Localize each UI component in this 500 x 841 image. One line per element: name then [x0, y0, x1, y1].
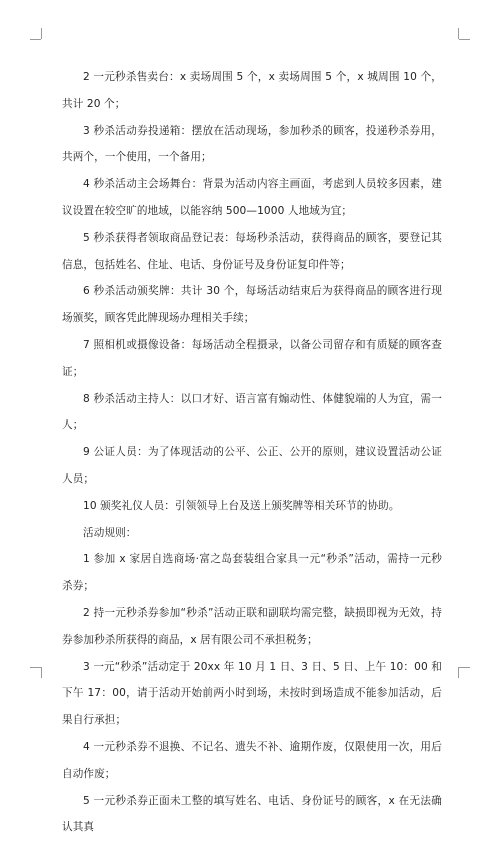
- crop-mark-bottom-left-horizontal: [30, 667, 41, 668]
- document-body: [62, 64, 442, 841]
- paragraph-ticket-drop-box: 3 秒杀活动券投递箱：摆放在活动现场，参加秒杀的顾客，投递秒杀券用，共两个，一个使用，一个备用；: [62, 124, 442, 164]
- section-heading-rules: 活动规则：: [83, 526, 137, 539]
- paragraph-host: 8 秒杀活动主持人：以口才好、语言富有煽动性、体健貌端的人为宜，需一人；: [62, 392, 442, 432]
- paragraph-award-plaques: 6 秒杀活动颁奖牌：共计 30 个，每场活动结束后为获得商品的顾客进行现场颁奖，顾客凭此牌现场办理相关手续；: [62, 285, 442, 325]
- paragraph-etiquette-staff: 10 颁奖礼仪人员：引领领导上台及送上颁奖牌等相关环节的协助。: [83, 499, 400, 512]
- crop-mark-top-right-vertical: [458, 28, 459, 39]
- rule-item-1: 1 参加 x 家居自选商场·富之岛套装组合家具一元“秒杀”活动，需持一元秒杀券；: [62, 553, 442, 593]
- rule-item-4: 4 一元秒杀券不退换、不记名、遗失不补、逾期作废，仅限使用一次，用后自动作废；: [62, 740, 442, 780]
- paragraph-registration-form: 5 秒杀获得者领取商品登记表：每场秒杀活动，获得商品的顾客，要登记其信息，包括姓名、住址、电话、身份证号及身份证复印件等；: [62, 231, 442, 271]
- crop-mark-bottom-left-vertical: [41, 667, 42, 678]
- crop-mark-bottom-right-vertical: [458, 667, 459, 678]
- paragraph-notary-staff: 9 公证人员：为了体现活动的公平、公正、公开的原则，建议设置活动公证人员；: [62, 446, 442, 485]
- crop-mark-top-left-vertical: [41, 28, 42, 39]
- rule-item-2: 2 持一元秒杀券参加“秒杀”活动正联和副联均需完整，缺损即视为无效，持券参加秒杀所获得的商品，x 居有限公司不承担税务；: [62, 606, 442, 646]
- paragraph-main-stage: 4 秒杀活动主会场舞台：背景为活动内容主画面，考虑到人员较多因素，建议设置在较空旷的地域，以能容纳 500—1000 人地域为宜；: [62, 178, 442, 217]
- paragraph-camera-equipment: 7 照相机或摄像设备：每场活动全程摄录，以备公司留存和有质疑的顾客查证；: [62, 338, 442, 378]
- crop-mark-bottom-right-horizontal: [459, 667, 470, 668]
- crop-mark-top-right-horizontal: [459, 39, 470, 40]
- paragraph-sale-counters: 2 一元秒杀售卖台：x 卖场周围 5 个，x 卖场周围 5 个，x 城周围 10 个，共计 20 个；: [62, 71, 442, 110]
- rule-item-3: 3 一元“秒杀”活动定于 20xx 年 10 月 1 日、3 日、5 日、上午 10：00 和下午 17：00，请于活动开始前两小时到场，未按时到场造成不能参加活动，后果自行承担；: [62, 660, 442, 727]
- crop-mark-top-left-horizontal: [30, 39, 41, 40]
- rule-item-5: 5 一元秒杀券正面未工整的填写姓名、电话、身份证号的顾客，x 在无法确认其真: [62, 794, 442, 834]
